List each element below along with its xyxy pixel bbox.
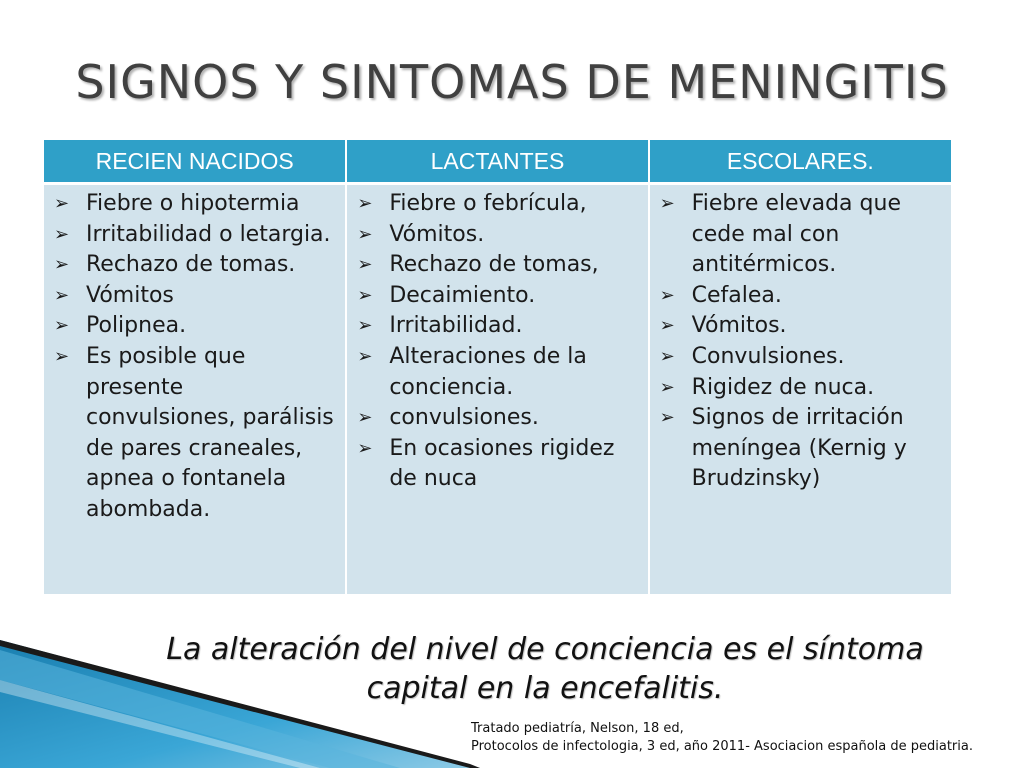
column-header-escolares: ESCOLARES. [649, 140, 951, 184]
symptom-text: Polipnea. [86, 313, 187, 339]
arrow-bullet-icon: ➢ [357, 254, 373, 276]
slide-title: SIGNOS Y SINTOMAS DE MENINGITIS [75, 55, 949, 109]
column-header-recien-nacidos: RECIEN NACIDOS [44, 140, 346, 184]
symptom-list-item [660, 189, 943, 281]
symptom-text: Rechazo de tomas, [389, 252, 599, 278]
symptom-list-item [660, 342, 943, 373]
symptom-list-item [54, 250, 337, 281]
arrow-bullet-icon: ➢ [54, 345, 70, 367]
arrow-bullet-icon: ➢ [357, 223, 373, 245]
arrow-bullet-icon: ➢ [357, 284, 373, 306]
symptom-text: Fiebre elevada que cede mal con antitérmicos. [691, 191, 901, 278]
symptom-text: Fiebre o febrícula, [389, 191, 587, 216]
arrow-bullet-icon: ➢ [659, 345, 675, 367]
symptom-text: Signos de irritación meníngea (Kernig y Brudzinsky) [691, 405, 907, 492]
symptom-text: Irritabilidad o letargia. [86, 221, 331, 247]
symptom-text: Cefalea. [691, 282, 782, 308]
symptom-list-item [357, 189, 639, 220]
symptom-list-lactantes [357, 189, 639, 495]
symptom-text: Es posible que presente convulsiones, parálisis de pares craneales, apnea o fontanela abombada. [86, 343, 334, 522]
symptom-list-item [660, 403, 943, 495]
symptom-list-item [357, 281, 639, 312]
symptom-text: Vómitos. [691, 313, 787, 339]
arrow-bullet-icon: ➢ [54, 193, 70, 214]
references [471, 720, 973, 756]
column-cell-escolares [649, 184, 951, 595]
arrow-bullet-icon: ➢ [659, 315, 675, 337]
symptom-list-item [660, 373, 943, 404]
reference-line-1: Tratado pediatría, Nelson, 18 ed, [471, 721, 684, 736]
arrow-bullet-icon: ➢ [659, 284, 675, 306]
symptoms-table-container [44, 140, 951, 594]
arrow-bullet-icon: ➢ [357, 437, 373, 459]
arrow-bullet-icon: ➢ [54, 223, 70, 245]
conclusion-line-2: capital en la encefalitis. [366, 671, 724, 706]
symptom-text: Rigidez de nuca. [691, 374, 875, 400]
symptom-list-item [54, 281, 337, 312]
arrow-bullet-icon: ➢ [357, 407, 373, 429]
column-cell-lactantes [346, 184, 648, 595]
symptoms-table [44, 140, 951, 594]
symptom-list-item [357, 403, 639, 434]
symptom-list-item [660, 311, 943, 342]
arrow-bullet-icon: ➢ [54, 284, 70, 306]
symptom-list-item [54, 311, 337, 342]
symptom-text: Convulsiones. [691, 343, 845, 369]
arrow-bullet-icon: ➢ [357, 315, 373, 337]
column-cell-recien-nacidos [44, 184, 346, 595]
symptom-list-escolares [660, 189, 943, 495]
reference-line-2: Protocolos de infectologia, 3 ed, año 2011- Asociacion española de pediatria. [471, 739, 973, 754]
symptom-text: Rechazo de tomas. [86, 252, 296, 278]
symptom-list-item [54, 220, 337, 251]
symptom-text: Vómitos [86, 282, 174, 308]
symptom-list-item [660, 281, 943, 312]
symptom-text: Alteraciones de la conciencia. [389, 343, 587, 400]
symptom-list-item [357, 342, 639, 403]
symptom-text: Vómitos. [389, 221, 485, 247]
symptom-list-item [357, 250, 639, 281]
table-body-row [44, 184, 951, 595]
symptom-text: En ocasiones rigidez de nuca [389, 435, 615, 492]
symptom-list-item [357, 311, 639, 342]
symptom-text: convulsiones. [389, 405, 539, 431]
symptom-list-item [357, 220, 639, 251]
column-header-lactantes: LACTANTES [346, 140, 648, 184]
symptom-list-recien-nacidos [54, 189, 337, 526]
symptom-text: Decaimiento. [389, 282, 536, 308]
arrow-bullet-icon: ➢ [54, 254, 70, 276]
conclusion-text [60, 630, 1024, 708]
table-header-row [44, 140, 951, 184]
arrow-bullet-icon: ➢ [659, 193, 675, 214]
symptom-list-item [54, 189, 337, 220]
arrow-bullet-icon: ➢ [357, 193, 373, 214]
conclusion-line-1: La alteración del nivel de conciencia es el síntoma [166, 632, 924, 667]
symptom-list-item [54, 342, 337, 526]
symptom-text: Irritabilidad. [389, 313, 523, 339]
symptom-text: Fiebre o hipotermia [86, 191, 300, 216]
arrow-bullet-icon: ➢ [659, 407, 675, 429]
arrow-bullet-icon: ➢ [659, 376, 675, 398]
arrow-bullet-icon: ➢ [357, 345, 373, 367]
symptom-list-item [357, 434, 639, 495]
arrow-bullet-icon: ➢ [54, 315, 70, 337]
